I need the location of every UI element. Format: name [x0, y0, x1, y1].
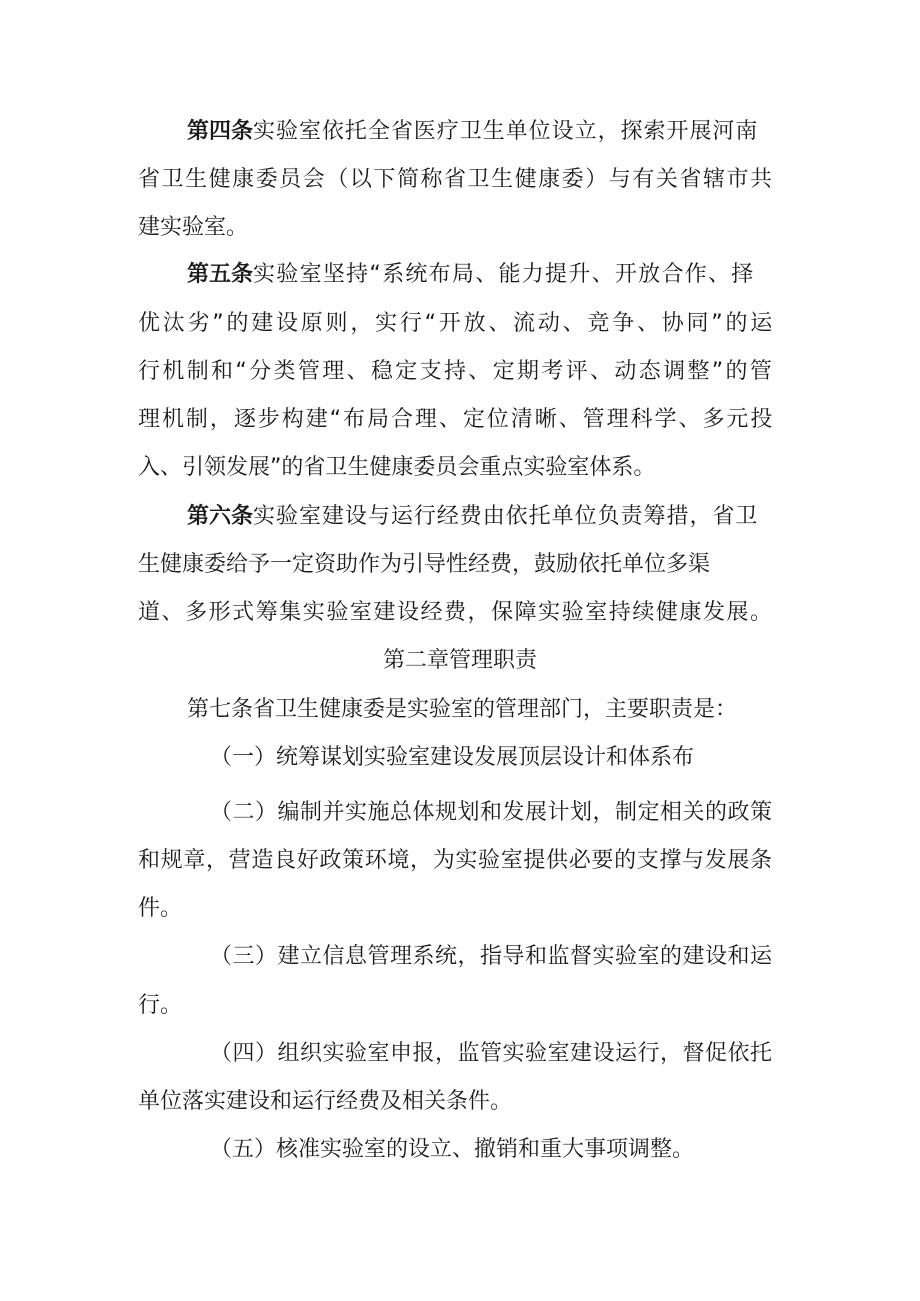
article-text: 实验室建设与运行经费由依托单位负责筹措，省卫 [253, 504, 759, 529]
duty-3-line-2: 行。 [138, 993, 183, 1018]
article-text: 实验室依托全省医疗卫生单位设立，探索开展河南 [253, 119, 759, 144]
duty-4-line-2: 单位落实建设和运行经费及相关条件。 [138, 1089, 513, 1114]
article-4-line-2: 省卫生健康委员会（以下简称省卫生健康委）与有关省辖市共 [138, 167, 774, 192]
article-number: 第五条 [187, 262, 254, 287]
duty-4-line-1: （四）组织实验室申报，监管实验室建设运行，督促依托 [210, 1041, 773, 1066]
article-6-line-1 [187, 502, 758, 532]
duty-2-line-1: （二）编制并实施总体规划和发展计划，制定相关的政策 [210, 800, 773, 825]
article-number: 第四条 [187, 119, 254, 144]
article-6-line-2: 生健康委给予一定资助作为引导性经费，鼓励依托单位多渠 [138, 552, 711, 577]
article-5-line-5: 入、引领发展”的省卫生健康委员会重点实验室体系。 [138, 455, 656, 480]
article-5-line-2: 优汰劣”的建设原则，实行“开放、流动、竞争、协同”的运 [138, 311, 775, 336]
article-6-line-3: 道、多形式筹集实验室建设经费，保障实验室持续健康发展。 [138, 600, 774, 625]
article-number: 第六条 [187, 504, 254, 529]
duty-2-line-3: 件。 [138, 896, 183, 921]
duty-2-line-2: 和规章，营造良好政策环境，为实验室提供必要的支撑与发展条 [138, 848, 773, 873]
article-4-line-1 [187, 117, 758, 147]
duty-5-line-1: （五）核准实验室的设立、撤销和重大事项调整。 [210, 1137, 695, 1162]
article-text: 实验室坚持“系统布局、能力提升、开放合作、择 [253, 262, 755, 287]
duty-1-line-1: （一）统筹谋划实验室建设发展顶层设计和体系布 [210, 745, 695, 770]
article-4-line-3: 建实验室。 [138, 215, 249, 240]
article-5-line-4: 理机制，逐步构建“布局合理、定位清晰、管理科学、多元投 [138, 407, 775, 432]
article-5-line-1 [187, 260, 755, 290]
chapter-title: 第二章管理职责 [382, 648, 537, 673]
article-5-line-3: 行机制和“分类管理、稳定支持、定期考评、动态调整”的管 [138, 359, 775, 384]
article-7-line: 第七条省卫生健康委是实验室的管理部门，主要职责是： [187, 697, 738, 722]
duty-3-line-1: （三）建立信息管理系统，指导和监督实验室的建设和运 [210, 944, 773, 969]
